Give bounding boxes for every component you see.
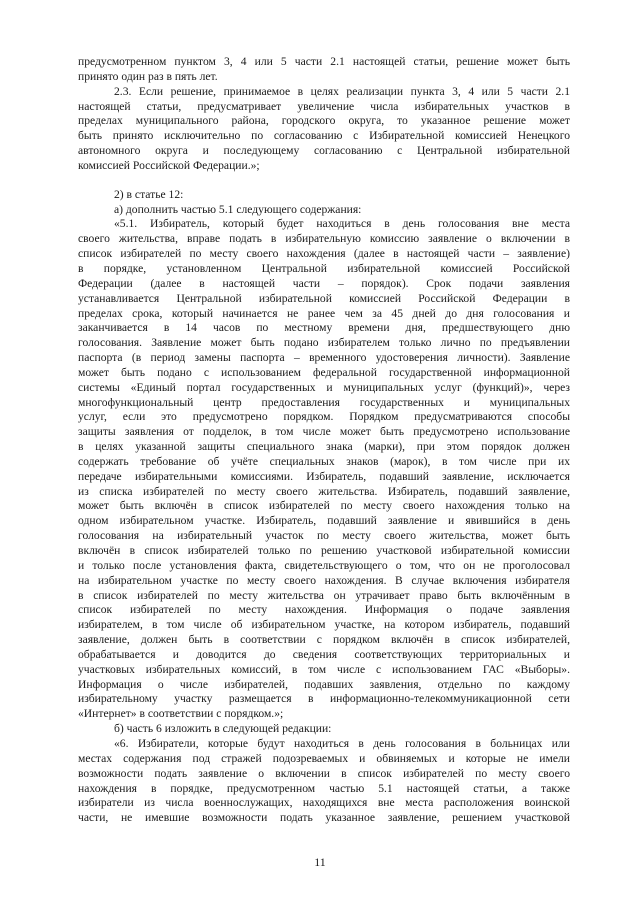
- text-line: и только после установления факта, свидетельствующего о том, что он не проголосовал: [78, 558, 570, 572]
- text-line: в список избирателей по месту жительства он утрачивает право быть включённым в: [78, 588, 570, 602]
- text-line: возможности подать заявление о включении в список избирателей по месту своего: [78, 766, 570, 780]
- text-line: избиратели из числа военнослужащих, находящихся вне места расположения воинской: [78, 796, 570, 810]
- subitem-b: [78, 722, 570, 737]
- subitem-a: [78, 203, 570, 218]
- continuation-paragraph: [78, 55, 570, 85]
- text-line: местах содержания под стражей подозреваемых и обвиняемых и которые не имели: [78, 751, 570, 765]
- text-line: услуг, если это предусмотрено порядком. Порядком предусматриваются способы: [78, 410, 570, 424]
- text-line: в порядке, установленном Центральной избирательной комиссией Российской: [78, 261, 570, 275]
- item-2-heading: [78, 188, 570, 203]
- text-line: может быть включён в список избирателей по месту своего нахождения только на: [78, 499, 570, 513]
- text-line: нахождения в порядке, предусмотренном частью 5.1 настоящей статьи, а также: [78, 781, 570, 795]
- text-line: может быть подано с использованием федеральной государственной информационной: [78, 365, 570, 379]
- text-line: пределах срока, который начинается не ранее чем за 45 дней до дня голосования и: [78, 306, 570, 320]
- text-line: в целях указанной защиты специального знака (марки), при этом порядок должен: [78, 440, 570, 454]
- text-line: быть принято исключительно по согласованию с Избирательной комиссией Ненецкого: [78, 129, 570, 143]
- text-line: настоящей статьи, предусматривает увеличение числа избирательных участков в: [78, 99, 570, 113]
- text-line: из списка избирателей по месту своего жительства. Избиратель, подавший заявление,: [78, 484, 570, 498]
- text-line: «5.1. Избиратель, который будет находиться в день голосования вне места: [114, 217, 570, 231]
- text-line: участковых избирательных комиссий, в том числе с использованием ГАС «Выборы».: [78, 662, 570, 676]
- text-line: голосования на избирательный участок по месту своего жительства, может быть: [78, 529, 570, 543]
- text-line: Информация о числе избирателей, подавших заявления, отдельно по каждому: [78, 677, 570, 691]
- text-line: принято один раз в пять лет.: [78, 69, 218, 83]
- text-line: Федерации (далее в настоящей части – порядок). Срок подачи заявления: [78, 276, 570, 290]
- paragraph-6: [78, 737, 570, 826]
- text-line: список избирателей по месту своего нахождения (далее в настоящей части – заявление): [78, 247, 570, 261]
- text-line: избирательному участку размещается в информационно-телекоммуникационной сети: [78, 692, 570, 706]
- text-line: передаче избирательными комиссиями. Избиратель, подавший заявление, исключается: [78, 469, 570, 483]
- text-line: многофункциональный центр предоставления государственных и муниципальных: [78, 395, 570, 409]
- text-line: заканчивается в 14 часов по местному времени дня, предшествующего дню: [78, 321, 570, 335]
- text-line: пределах муниципального района, городского округа, то указанное решение может: [78, 114, 570, 128]
- text-line: защиты заявления от подделок, в том числе может быть предусмотрено использование: [78, 425, 570, 439]
- page-number: 11: [314, 855, 326, 869]
- text-line: 2) в статье 12:: [114, 187, 184, 201]
- paragraph-2-3: [78, 85, 570, 174]
- text-line: список избирателей по месту нахождения. Информация о подаче заявления: [78, 603, 570, 617]
- text-line: системы «Единый портал государственных и муниципальных услуг (функций)», через: [78, 380, 570, 394]
- text-line: «Интернет» в соответствии с порядком.»;: [78, 707, 284, 721]
- text-line: автономного округа и последующему согласованию с Центральной избирательной: [78, 144, 570, 158]
- paragraph-gap: [78, 174, 570, 188]
- text-line: включён в список избирателей только по решению участковой избирательной комиссии: [78, 544, 570, 557]
- text-line: обрабатывается и доводится до сведения соответствующих территориальных и: [78, 647, 570, 661]
- text-line: части, не имевшие возможности подать указанное заявление, решением участковой: [78, 811, 570, 825]
- text-line: на избирательном участке по месту своего нахождения. В случае включения избирателя: [78, 573, 570, 587]
- text-line: заявление, должен быть в соответствии с порядком включён в список избирателей,: [78, 633, 570, 647]
- text-line: комиссией Российской Федерации.»;: [78, 158, 260, 172]
- text-line: одном избирательном участке. Избиратель, подавший заявление и явившийся в день: [78, 514, 570, 528]
- text-line: предусмотренном пунктом 3, 4 или 5 части 2.1 настоящей статьи, решение может быть: [78, 55, 570, 68]
- text-line: «6. Избиратели, которые будут находиться в день голосования в больницах или: [114, 736, 570, 750]
- paragraph-5-1: [78, 217, 570, 722]
- text-line: 2.3. Если решение, принимаемое в целях реализации пункта 3, 4 или 5 части 2.1: [114, 84, 570, 98]
- document-page: [78, 55, 570, 826]
- text-line: содержать требование об учёте специальных знаков (марок), в том числе при их: [78, 454, 570, 468]
- text-line: своего жительства, вправе подать в избирательную комиссию заявление о включении в: [78, 232, 570, 246]
- text-line: паспорта (в период замены паспорта – временного удостоверения личности). Заявление: [78, 351, 570, 365]
- text-line: голосования. Заявление может быть подано избирателем только лично по предъявлении: [78, 336, 570, 350]
- text-line: б) часть 6 изложить в следующей редакции:: [114, 722, 332, 736]
- text-line: а) дополнить частью 5.1 следующего содержания:: [114, 202, 362, 216]
- text-line: избирателем, в том числе об избирательном участке, на котором избиратель, подавший: [78, 618, 570, 632]
- text-line: устанавливается Центральной избирательной комиссией Российской Федерации в: [78, 291, 570, 305]
